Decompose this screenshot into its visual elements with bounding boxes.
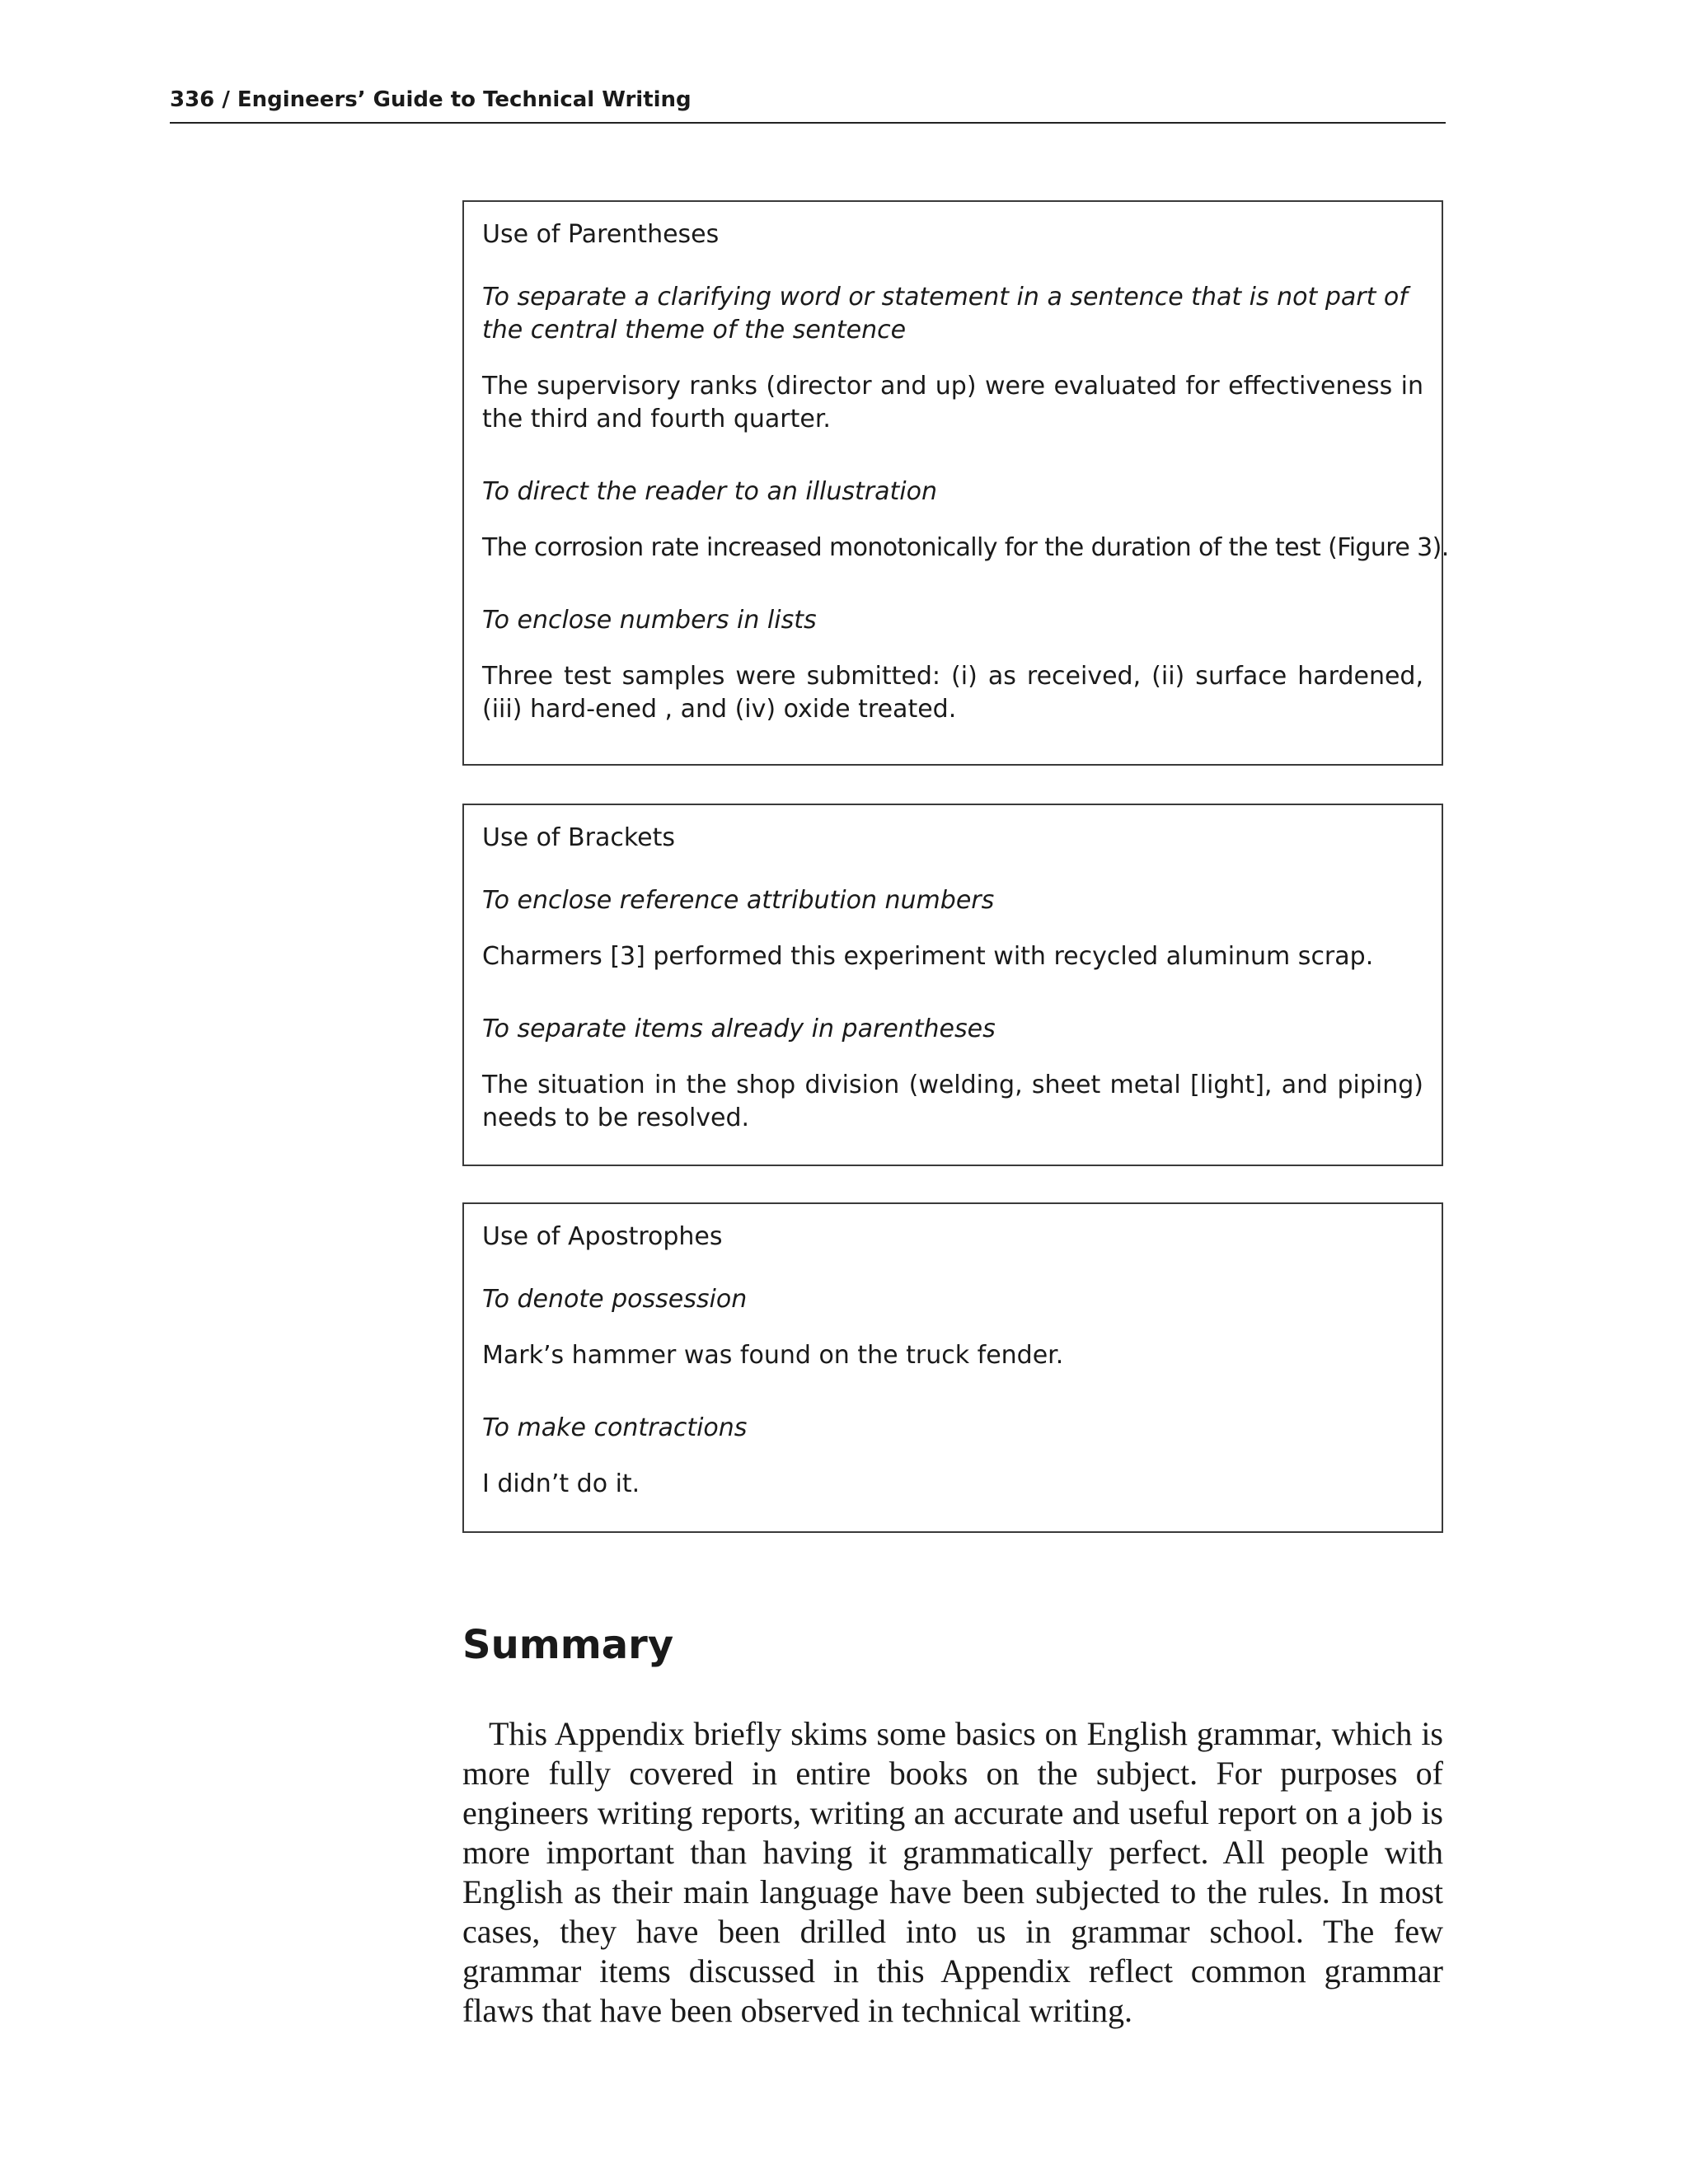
box-title: Use of Brackets	[482, 823, 675, 852]
summary-paragraph: This Appendix briefly skims some basics on English grammar, which is more fully covered in entire books on the subject. For purposes of engineers writing reports, writing an accurate and useful report on a job is more important than having it grammatically perfect. All people with English as their main language have been subjected to the rules. In most cases, they have been drilled into us in grammar school. The few grammar items discussed in this Appendix reflect common grammar flaws that have been observed in technical writing.	[462, 1715, 1443, 2029]
apostrophes-box	[462, 1202, 1443, 1533]
rule-heading: To enclose reference attribution numbers	[482, 886, 995, 915]
example-sentence: Charmers [3] performed this experiment with recycled aluminum scrap.	[482, 942, 1374, 971]
rule-heading: To denote possession	[482, 1285, 748, 1314]
example-sentence: The situation in the shop division (welding, sheet metal [light], and piping) needs to be resolved.	[482, 1071, 1423, 1132]
rule-heading: To enclose numbers in lists	[482, 606, 817, 635]
example-sentence: I didn’t do it.	[482, 1469, 640, 1498]
running-header: 336 / Engineers’ Guide to Technical Writing	[170, 86, 1446, 124]
box-title: Use of Apostrophes	[482, 1222, 723, 1251]
example-sentence: Three test samples were submitted: (i) as received, (ii) surface hardened, (iii) hard-ened , and (iv) oxide treated.	[482, 662, 1423, 724]
box-title: Use of Parentheses	[482, 220, 720, 249]
example-sentence: The corrosion rate increased monotonically for the duration of the test (Figure 3).	[482, 533, 1449, 562]
rule-heading: To make contractions	[482, 1413, 748, 1442]
rule-heading: To separate items already in parentheses	[482, 1015, 996, 1043]
summary-heading: Summary	[462, 1622, 674, 1668]
example-sentence: The supervisory ranks (director and up) were evaluated for effectiveness in the third and fourth quarter.	[482, 372, 1423, 434]
brackets-box	[462, 804, 1443, 1166]
rule-heading: To separate a clarifying word or statement in a sentence that is not part of the central theme of the sentence	[482, 283, 1408, 344]
parentheses-box	[462, 200, 1449, 766]
example-sentence: Mark’s hammer was found on the truck fender.	[482, 1341, 1064, 1370]
rule-heading: To direct the reader to an illustration	[482, 477, 937, 506]
